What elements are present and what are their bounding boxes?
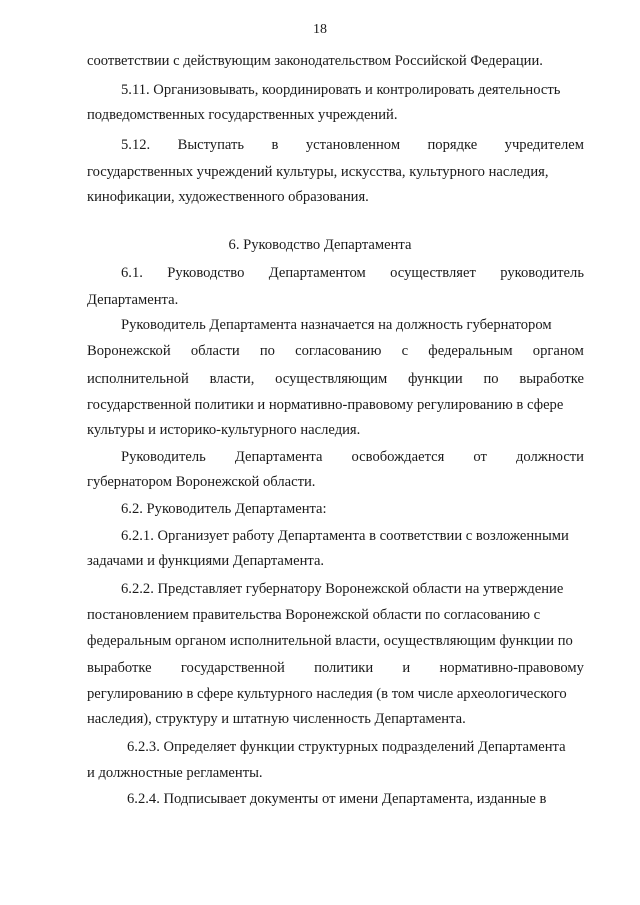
- text-line-4-word: Выступать: [177, 137, 245, 153]
- text-line-24: регулированию в сфере культурного наследия (в том числе археологического: [87, 686, 567, 702]
- text-line-2: 5.11. Организовывать, координировать и контролировать деятельность: [121, 82, 561, 98]
- text-line-15-word: Руководитель: [121, 449, 206, 465]
- text-line-1: соответствии с действующим законодательством Российской Федерации.: [87, 53, 543, 69]
- text-line-8: [121, 264, 584, 282]
- text-line-19: задачами и функциями Департамента.: [87, 553, 325, 569]
- text-line-23-word: государственной: [180, 660, 285, 676]
- text-line-13: государственной политики и нормативно-правовому регулированию в сфере: [87, 397, 564, 413]
- section-heading: 6. Руководство Департамента: [228, 237, 412, 253]
- text-line-11: [87, 342, 584, 360]
- text-line-4-word: 5.12.: [121, 137, 151, 153]
- text-line-11-word: согласованию: [295, 343, 382, 359]
- text-line-8-word: осуществляет: [390, 265, 476, 281]
- text-line-12-word: выработке: [519, 371, 584, 387]
- text-line-23-word: нормативно-правовому: [439, 660, 584, 676]
- text-line-4-word: установленном: [305, 137, 401, 153]
- text-line-12-word: исполнительной: [87, 371, 189, 387]
- text-line-28: 6.2.4. Подписывает документы от имени Департамента, изданные в: [127, 791, 547, 807]
- text-line-11-word: по: [259, 343, 275, 359]
- text-line-17: 6.2. Руководитель Департамента:: [121, 501, 327, 517]
- text-line-23-word: политики: [314, 660, 374, 676]
- text-line-4-word: в: [271, 137, 279, 153]
- text-line-4: [121, 136, 584, 154]
- text-line-18: 6.2.1. Организует работу Департамента в соответствии с возложенными: [121, 528, 569, 544]
- text-line-23-word: и: [402, 660, 411, 676]
- text-line-4-word: учредителем: [504, 137, 584, 153]
- text-line-22: федеральным органом исполнительной власти, осуществляющим функции по: [87, 633, 573, 649]
- text-line-10: Руководитель Департамента назначается на должность губернатором: [121, 317, 552, 333]
- text-line-15: [121, 448, 584, 466]
- text-line-11-word: с: [401, 343, 409, 359]
- text-line-8-word: Департаментом: [268, 265, 366, 281]
- text-line-4-word: порядке: [427, 137, 478, 153]
- text-line-23-word: выработке: [87, 660, 152, 676]
- text-line-11-word: органом: [532, 343, 584, 359]
- text-line-6: кинофикации, художественного образования.: [87, 189, 369, 205]
- text-line-14: культуры и историко-культурного наследия.: [87, 422, 361, 438]
- text-line-26: 6.2.3. Определяет функции структурных подразделений Департамента: [127, 739, 566, 755]
- text-line-9: Департамента.: [87, 292, 179, 308]
- text-line-8-word: 6.1.: [121, 265, 143, 281]
- text-line-25: наследия), структуру и штатную численность Департамента.: [87, 711, 466, 727]
- text-line-21: постановлением правительства Воронежской области по согласованию с: [87, 607, 541, 623]
- page-number: 18: [313, 22, 327, 37]
- text-line-11-word: области: [190, 343, 240, 359]
- text-line-12-word: власти,: [209, 371, 255, 387]
- text-line-11-word: Воронежской: [87, 343, 171, 359]
- text-line-8-word: руководитель: [500, 265, 584, 281]
- text-line-15-word: освобождается: [351, 449, 445, 465]
- text-line-20: 6.2.2. Представляет губернатору Воронежской области на утверждение: [121, 581, 564, 597]
- text-line-3: подведомственных государственных учреждений.: [87, 107, 398, 123]
- text-line-5: государственных учреждений культуры, искусства, культурного наследия,: [87, 164, 549, 180]
- text-line-12: [87, 370, 584, 388]
- text-line-23: [87, 659, 584, 677]
- text-line-12-word: осуществляющим: [275, 371, 388, 387]
- text-line-16: губернатором Воронежской области.: [87, 474, 316, 490]
- text-line-12-word: функции: [407, 371, 463, 387]
- text-line-15-word: должности: [515, 449, 584, 465]
- text-line-15-word: Департамента: [234, 449, 323, 465]
- text-line-27: и должностные регламенты.: [87, 765, 263, 781]
- text-line-12-word: по: [483, 371, 499, 387]
- text-line-8-word: Руководство: [167, 265, 245, 281]
- text-line-15-word: от: [473, 449, 487, 465]
- text-line-11-word: федеральным: [428, 343, 513, 359]
